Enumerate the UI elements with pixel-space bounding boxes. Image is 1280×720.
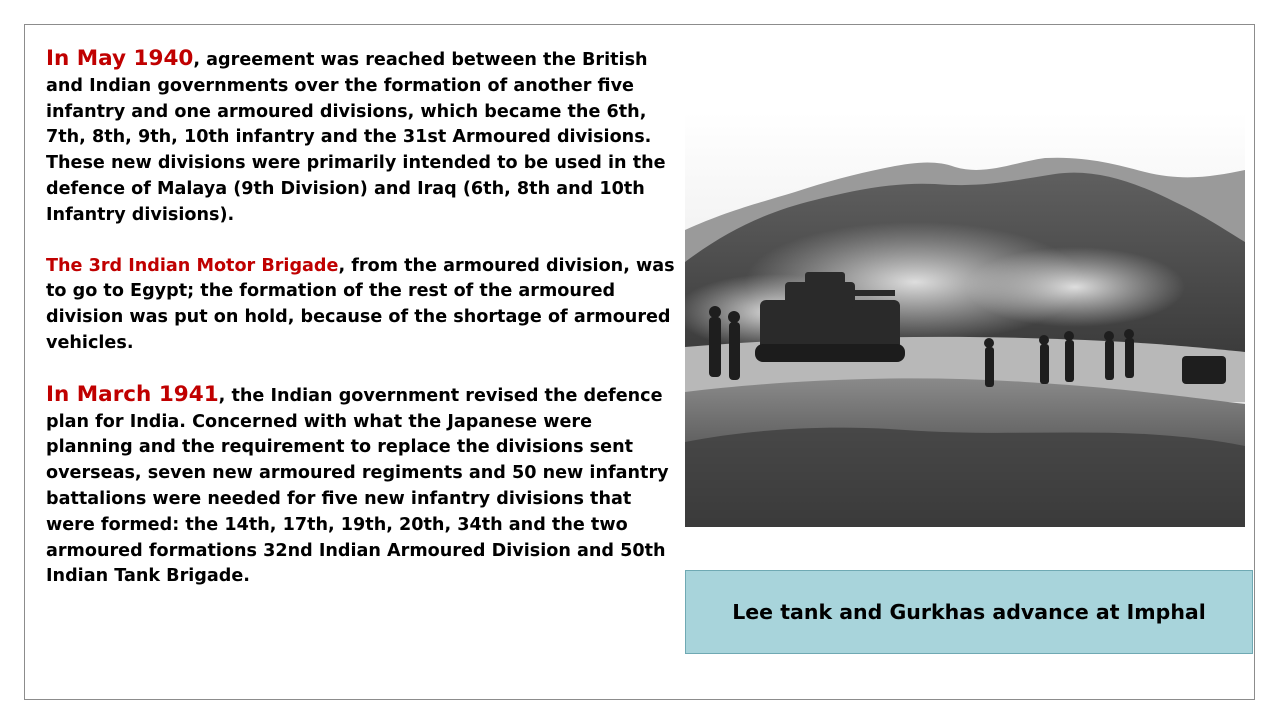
paragraph-may-1940 [46, 46, 676, 229]
paragraph-march-1941 [46, 382, 676, 590]
photo-grass [685, 428, 1245, 527]
photo-smoke-cloud [965, 247, 1185, 327]
paragraph-body: , agreement was reached between the British and Indian governments over the formation of another five infantry and one armoured divisions, which became the 6th, 7th, 8th, 9th, 10th infantry and the 31st Armoured divisions. These new divisions were primarily intended to be used in the defence of Malaya (9th Division) and Iraq (6th, 8th and 10th Infantry divisions). [46, 50, 666, 225]
paragraph-lead: In March 1941 [46, 381, 219, 407]
paragraph-body: , from the armoured division, was to go to Egypt; the formation of the rest of the armoured division was put on hold, because of the shortage of armoured vehicles. [46, 255, 675, 353]
historical-photo [685, 112, 1245, 527]
paragraph-lead: In May 1940 [46, 46, 194, 71]
paragraph-lead: The 3rd Indian Motor Brigade [46, 255, 339, 276]
text-column [46, 46, 676, 615]
photo-caption-box [685, 570, 1253, 654]
paragraph-body: , the Indian government revised the defence plan for India. Concerned with what the Japanese were planning and the requirement to replace the divisions sent overseas, seven new armoured regiments and 50 new infantry battalions were needed for five new infantry divisions that were formed: the 14th, 17th, 19th, 20th, 34th and the two armoured formations 32nd Indian Armoured Division and 50th Indian Tank Brigade. [46, 385, 669, 587]
paragraph-motor-brigade [46, 254, 676, 357]
photo-caption: Lee tank and Gurkhas advance at Imphal [732, 600, 1206, 624]
